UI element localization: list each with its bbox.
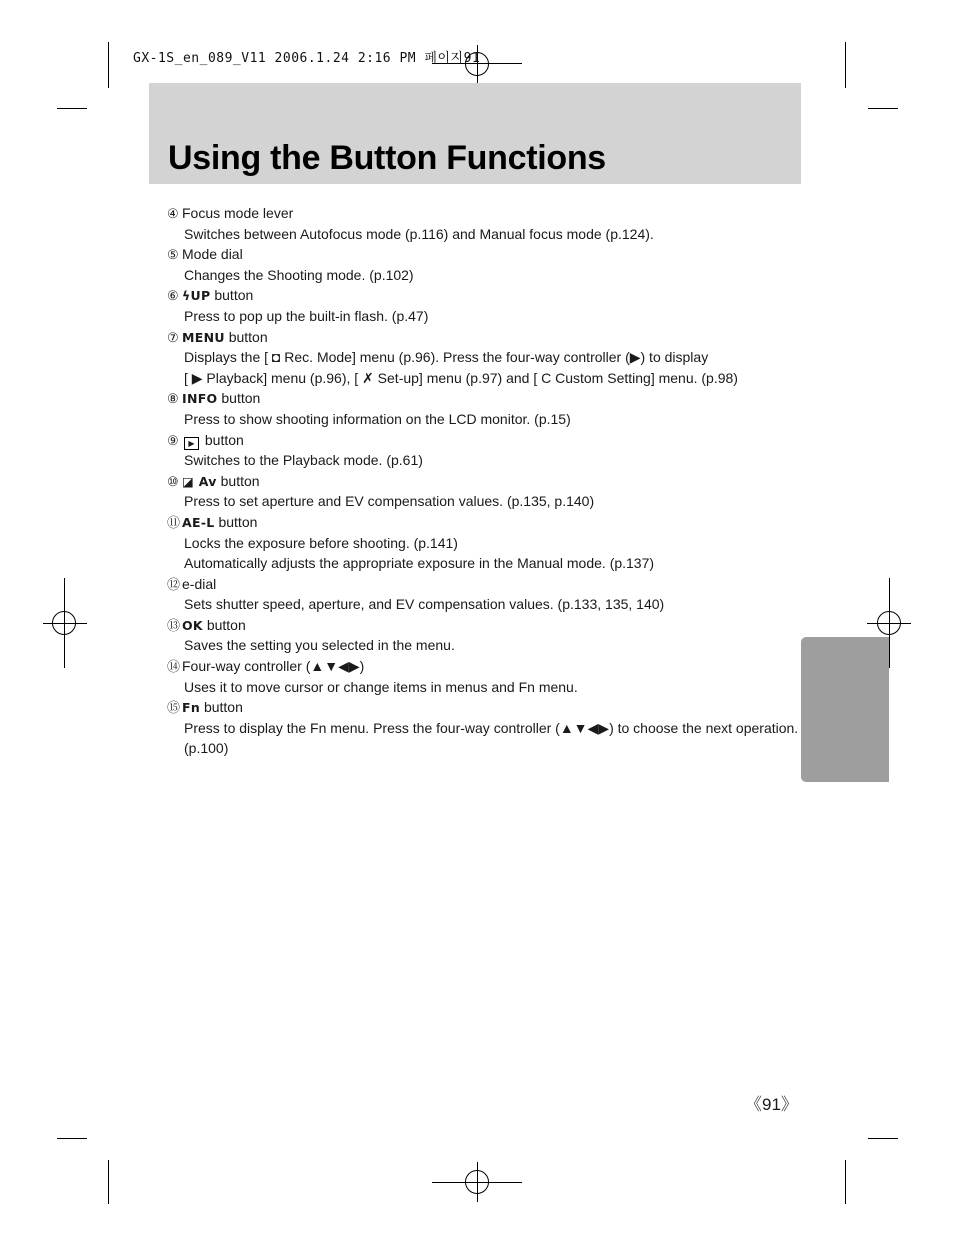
crop-mark [57, 1138, 87, 1139]
page-number: 《91》 [745, 1095, 798, 1114]
list-item-head [167, 512, 787, 533]
crop-mark [108, 1160, 109, 1204]
item-number: ⑬ [167, 617, 181, 633]
item-label: e-dial [182, 575, 217, 592]
list-item-head [167, 285, 787, 306]
item-description: Displays the [ ◘ Rec. Mode] menu (p.96). Press the four-way controller (▶) to display [184, 349, 709, 366]
list-item-head [167, 615, 787, 636]
page-header [149, 83, 801, 184]
list-item-head [167, 327, 787, 348]
item-label: button [220, 472, 260, 489]
ev-av-icon: ◪ Av [182, 473, 217, 489]
item-label: Four-way controller (▲▼◀▶) [182, 658, 365, 675]
crop-mark [845, 1160, 846, 1204]
list-item-head [167, 430, 787, 451]
item-description: Automatically adjusts the appropriate exposure in the Manual mode. (p.137) [184, 555, 655, 572]
playback-icon: ▶ [184, 437, 199, 450]
item-label: Focus mode lever [182, 205, 294, 221]
crop-mark [57, 108, 87, 109]
item-number: ⑩ [167, 473, 179, 489]
list-item-head [167, 471, 787, 492]
item-number: ⑮ [167, 700, 181, 716]
item-label: button [206, 616, 246, 633]
item-description: Sets shutter speed, aperture, and EV compensation values. (p.133, 135, 140) [184, 596, 665, 613]
item-label: button [204, 431, 244, 448]
item-description: Changes the Shooting mode. (p.102) [184, 266, 414, 283]
crop-mark [868, 1138, 898, 1139]
list-item-head [167, 244, 787, 265]
item-number: ④ [167, 206, 179, 221]
crop-mark [845, 42, 846, 88]
registration-circle [465, 1170, 489, 1194]
item-label: button [203, 699, 243, 716]
item-number: ⑥ [167, 288, 179, 304]
page-title: Using the Button Functions [168, 139, 606, 177]
print-slug: GX-1S_en_089_V11 2006.1.24 2:16 PM 페이지91 [133, 51, 481, 66]
item-description: Saves the setting you selected in the menu. [184, 637, 455, 654]
crop-mark [868, 108, 898, 109]
list-item-head [167, 697, 787, 718]
item-description: Uses it to move cursor or change items in menus and Fn menu. [184, 678, 578, 695]
item-number: ⑤ [167, 247, 179, 263]
menu-icon: MENU [182, 329, 225, 345]
item-label: button [221, 390, 261, 407]
button-function-list [167, 203, 799, 759]
item-number: ⑧ [167, 391, 179, 407]
item-number: ⑪ [167, 514, 181, 530]
item-label: button [218, 513, 258, 530]
fn-icon: Fn [182, 700, 201, 716]
list-item-head [167, 656, 787, 677]
list-item-head [167, 388, 787, 409]
side-tab [801, 637, 889, 782]
item-description: Press to display the Fn menu. Press the four-way controller (▲▼◀▶) to choose the next operation. [184, 719, 799, 736]
item-description: Press to set aperture and EV compensation values. (p.135, p.140) [184, 493, 595, 510]
info-icon: INFO [182, 391, 218, 407]
ok-icon: OK [182, 617, 203, 633]
item-number: ⑫ [167, 576, 181, 592]
list-item-head [167, 203, 787, 224]
item-label: button [214, 287, 254, 304]
item-description: [ ▶ Playback] menu (p.96), [ ✗ Set-up] menu (p.97) and [ C Custom Setting] menu. (p.98) [184, 369, 738, 386]
item-description: Switches to the Playback mode. (p.61) [184, 452, 423, 469]
list-item-head [167, 574, 787, 595]
ae-lock-icon: AE-L [182, 514, 215, 530]
item-label: Mode dial [182, 246, 243, 263]
item-number: ⑨ [167, 432, 179, 448]
item-description: (p.100) [184, 740, 229, 757]
item-description: Press to show shooting information on the LCD monitor. (p.15) [184, 410, 571, 427]
item-number: ⑭ [167, 659, 181, 675]
item-number: ⑦ [167, 329, 179, 345]
item-label: button [228, 328, 268, 345]
item-description: Switches between Autofocus mode (p.116) and Manual focus mode (p.124). [184, 225, 654, 242]
crop-mark [108, 42, 109, 88]
item-description: Locks the exposure before shooting. (p.141) [184, 534, 458, 551]
item-description: Press to pop up the built-in flash. (p.47) [184, 307, 429, 324]
registration-circle [52, 611, 76, 635]
flash-up-icon: ϟUP [182, 288, 211, 304]
registration-circle [877, 611, 901, 635]
